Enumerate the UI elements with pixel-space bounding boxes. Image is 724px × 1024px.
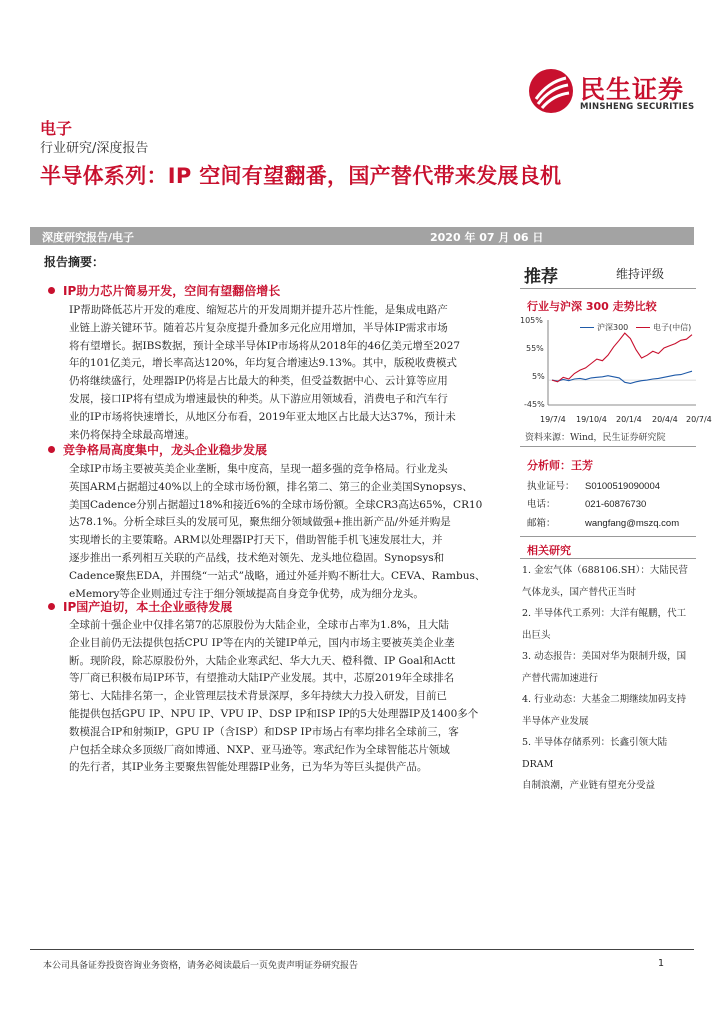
analyst-email-row [527,515,679,529]
bullet-icon [48,446,55,453]
paragraph-line: 发展，接口IP将有望成为增速最快的种类。从下游应用领域看，消费电子和汽车行 [69,392,448,405]
section-paragraph-1 [69,302,503,444]
info-value: S0100519090004 [585,481,661,492]
report-date: 2020 年 07 月 06 日 [430,231,544,244]
chart-plot-area [518,316,698,416]
section-heading-text: IP国产迫切，本土企业亟待发展 [63,600,233,614]
info-key: 邮箱： [527,518,556,529]
paragraph-line: 来仍将保持全球最高增速。 [69,428,195,441]
paragraph-line: 的先行者，其IP业务主要聚焦智能处理器IP业务，已为华为等巨头提供产品。 [69,761,428,774]
rating-note: 维持评级 [616,267,665,281]
list-item[interactable]: 自制浪潮，产业链有望充分受益 [522,780,656,791]
paragraph-line: 年的101亿美元，增长率高达120%，年均复合增速达9.13%。其中，版税收费模式 [69,357,457,370]
divider [520,558,696,559]
trend-chart [518,316,698,416]
logo-name-cn: 民生证券 [580,75,685,104]
analyst-title: 分析师：王芳 [527,459,593,472]
section-heading-text: IP助力芯片简易开发，空间有望翻倍增长 [63,284,281,298]
related-title: 相关研究 [527,544,571,557]
paragraph-line: 逐步推出一系列相互关联的产品线，技术绝对领先、龙头地位稳固。Synopsys和 [69,551,445,564]
report-title: 半导体系列：IP 空间有望翻番，国产替代带来发展良机 [40,164,562,188]
y-tick-label: 105% [520,316,543,325]
paragraph-line: 能提供包括GPU IP、NPU IP、VPU IP、DSP IP和ISP IP的5大处理器IP及1400多个 [69,707,479,720]
x-tick-label: 20/4/4 [652,415,678,424]
paragraph-line: 仍将继续盛行，处理器IP仍将是占比最大的种类，但受益数据中心、云计算等应用 [69,375,448,388]
list-item[interactable]: 气体龙头，国产替代正当时 [522,586,637,598]
section-heading-2 [48,441,267,458]
paragraph-line: 业链上游关键环节。随着芯片复杂度提升叠加多元化应用增加，半导体IP需求市场 [69,321,448,334]
rating-value: 推荐 [524,267,558,287]
paragraph-line: 企业目前仍无法提供包括CPU IP等在内的关键IP单元，国内市场主要被英美企业垄 [69,636,455,649]
y-tick-label: 5% [532,372,545,381]
x-tick-label: 20/7/4 [686,415,712,424]
legend-label: 沪深300 [597,323,629,332]
list-item[interactable]: 1. 金宏气体（688106.SH）：大陆民营 [522,565,688,576]
industry-label: 电子 [40,119,73,138]
paragraph-line: Cadence聚焦EDA，并围绕“一站式”战略，通过外延并购不断壮大。CEVA、Rambus、 [69,569,486,582]
y-tick-label: -45% [524,400,545,409]
paragraph-line: 全球IP市场主要被英美企业垄断，集中度高，呈现一超多强的竞争格局。行业龙头 [69,463,448,475]
page-number: 1 [658,958,665,969]
footer-disclaimer: 本公司具备证券投资咨询业务资格，请务必阅读最后一页免责声明证券研究报告 [43,961,359,971]
x-tick-row [540,415,712,427]
section-heading-1 [48,282,280,299]
list-item[interactable]: 半导体产业发展 [522,715,589,727]
info-key: 执业证号： [527,481,575,492]
x-tick-label: 19/10/4 [576,415,607,424]
company-logo [528,66,698,118]
section-paragraph-2 [69,461,503,603]
bullet-icon [48,603,55,610]
divider [520,536,696,537]
list-item[interactable]: 5. 半导体存储系列：长鑫引领大陆DRAM [522,737,668,770]
y-tick-label: 55% [526,344,544,353]
list-item[interactable]: 3. 动态报告：美国对华为限制升级，国 [522,651,687,662]
info-value[interactable]: wangfang@mszq.com [585,518,680,529]
analyst-phone-row [527,496,646,510]
list-item[interactable]: 产替代需加速进行 [522,672,599,684]
paragraph-line: 达78.1%。分析全球巨头的发展可见，聚焦细分领域做强+推出新产品/外延并购是 [69,516,451,529]
report-info-bar [30,227,694,245]
company-logo-icon [528,68,574,114]
divider [520,288,696,289]
paragraph-line: 户包括全球众多顶级厂商如博通、NXP、亚马逊等。寒武纪作为全球智能芯片领域 [69,743,450,756]
chart-source: 资料来源：Wind，民生证券研究院 [525,433,666,443]
abstract-title: 报告摘要： [44,255,105,269]
info-value: 021-60876730 [585,499,647,510]
paragraph-line: 断。现阶段，除芯原股份外，大陆企业寒武纪、华大九天、橙科微、IP Goal和Actt [69,654,456,667]
paragraph-line: 美国Cadence分别占据超过18%和接近6%的全球市场份额。全球CR3高达65%，CR10 [69,498,483,511]
paragraph-line: 数模混合IP和射频IP，GPU IP（含ISP）和DSP IP市场占有率均排名全球前三，客 [69,725,459,738]
series-line-hs300 [552,371,692,383]
x-tick-label: 20/1/4 [616,415,642,424]
paragraph-line: 英国ARM占据超过40%以上的全球市场份额，排名第二、第三的企业美国Synopsys、 [69,480,473,493]
list-item[interactable]: 4. 行业动态：大基金二期继续加码支持 [522,694,687,705]
related-research-list [522,560,698,797]
chart-title: 行业与沪深 300 走势比较 [527,300,657,313]
legend-label: 电子(中信) [653,323,692,332]
paragraph-line: 等厂商已积极布局IP环节，有望推动大陆IP产业发展。其中，芯原2019年全球排名 [69,672,455,685]
paragraph-line: 第七、大陆排名第一，企业管理层技术背景深厚，多年持续大力投入研发，目前已 [69,690,447,703]
section-heading-3 [48,598,232,615]
paragraph-line: eMemory等企业则通过专注于细分领域提高自身竞争优势，成为细分龙头。 [69,587,424,600]
divider [520,446,696,447]
report-type-label: 行业研究/深度报告 [40,141,149,156]
logo-name-en: MINSHENG SECURITIES [580,102,695,112]
x-tick-label: 19/7/4 [540,415,566,424]
analyst-cert-row [527,478,660,492]
info-key: 电话： [527,499,556,510]
list-item[interactable]: 出巨头 [522,629,551,641]
paragraph-line: 实现增长的主要策略。ARM以处理器IP打天下，借助智能手机飞速发展壮大，并 [69,534,443,547]
footer-divider [30,949,694,950]
paragraph-line: 全球前十强企业中仅排名第7的芯原股份为大陆企业，全球市占率为1.8%，且大陆 [69,619,449,631]
bullet-icon [48,287,55,294]
paragraph-line: 将有望增长。据IBS数据，预计全球半导体IP市场将从2018年的46亿美元增至2027 [69,339,461,352]
section-heading-text: 竞争格局高度集中，龙头企业稳步发展 [63,443,268,457]
paragraph-line: IP帮助降低芯片开发的难度、缩短芯片的开发周期并提升芯片性能，是集成电路产 [69,304,448,316]
report-category: 深度研究报告/电子 [42,231,135,244]
list-item[interactable]: 2. 半导体代工系列：大洋有鲲鹏，代工 [522,608,687,619]
paragraph-line: 业的IP市场将快速增长，从地区分布看，2019年亚太地区占比最大达37%，预计未 [69,410,456,423]
section-paragraph-3 [69,617,503,777]
series-line-electronics [552,333,692,382]
